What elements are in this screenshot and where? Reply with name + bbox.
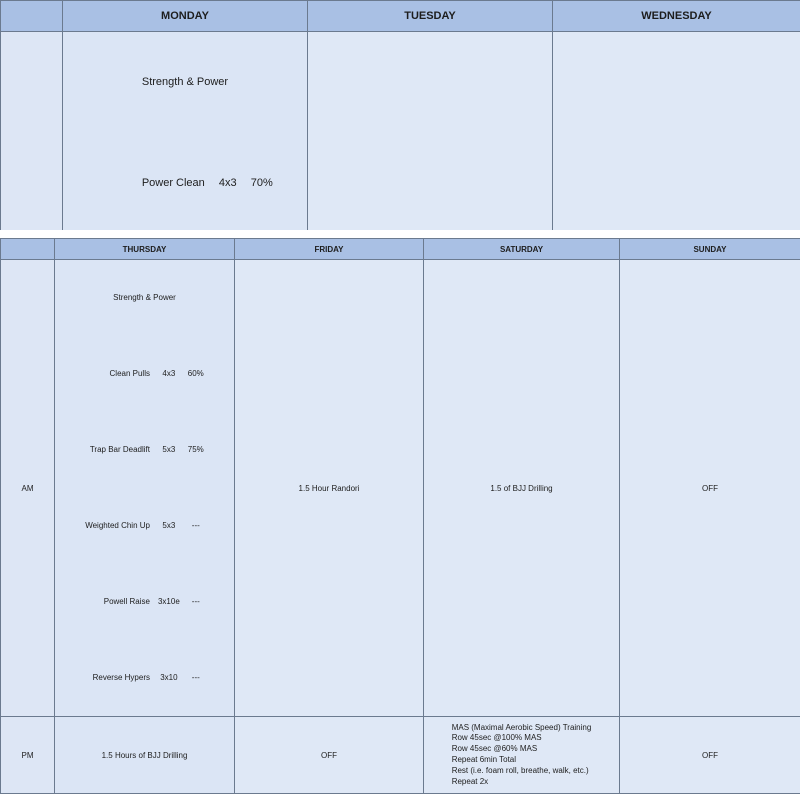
mas-line: Rest (i.e. foam roll, breathe, walk, etc.)	[452, 766, 592, 777]
exercise-sets: 4x3	[154, 336, 184, 412]
day-header-monday: MONDAY	[63, 1, 308, 32]
exercise-row	[81, 564, 208, 640]
mas-line: Repeat 6min Total	[452, 755, 592, 766]
header-row	[1, 1, 800, 32]
day-header-friday: FRIDAY	[235, 239, 424, 260]
schedule-table-week-part-2	[0, 238, 800, 794]
exercise-sets: 5x3	[154, 412, 184, 488]
exercise-percent: ---	[184, 640, 208, 716]
exercise-sets: 4x3	[209, 133, 247, 234]
exercise-sets: 3x10	[154, 640, 184, 716]
exercise-name: Weighted Chin Up	[81, 488, 154, 564]
header-row	[1, 239, 800, 260]
exercise-name: Trap Bar Deadlift	[81, 412, 154, 488]
exercise-name: Powell Raise	[81, 564, 154, 640]
day-header-thursday: THURSDAY	[55, 239, 235, 260]
exercise-row	[81, 488, 208, 564]
day-header-tuesday: TUESDAY	[308, 1, 553, 32]
exercise-row	[93, 133, 277, 234]
am-label: AM	[1, 260, 55, 717]
mas-training-block	[452, 723, 592, 788]
exercise-row	[81, 412, 208, 488]
pm-row	[1, 717, 800, 794]
exercise-sets: 3x10e	[154, 564, 184, 640]
exercise-row	[81, 640, 208, 716]
table-gap	[0, 230, 800, 238]
day-header-saturday: SATURDAY	[424, 239, 620, 260]
mas-line: Row 45sec @60% MAS	[452, 744, 592, 755]
sunday-pm-cell: OFF	[620, 717, 800, 794]
exercise-row	[81, 336, 208, 412]
friday-am-cell: 1.5 Hour Randori	[235, 260, 424, 717]
exercise-name: Power Clean	[93, 133, 209, 234]
saturday-am-cell: 1.5 of BJJ Drilling	[424, 260, 620, 717]
thursday-pm-cell: 1.5 Hours of BJJ Drilling	[55, 717, 235, 794]
exercise-percent: ---	[184, 488, 208, 564]
exercise-percent: 70%	[247, 133, 277, 234]
mas-line: Repeat 2x	[452, 777, 592, 788]
exercise-percent: 75%	[184, 412, 208, 488]
saturday-pm-cell	[424, 717, 620, 794]
sunday-am-cell: OFF	[620, 260, 800, 717]
exercise-percent: ---	[184, 564, 208, 640]
exercise-name: Reverse Hypers	[81, 640, 154, 716]
thursday-am-cell	[55, 260, 235, 717]
exercise-name: Clean Pulls	[81, 336, 154, 412]
am-row	[1, 260, 800, 717]
corner-cell	[1, 1, 63, 32]
exercise-percent: 60%	[184, 336, 208, 412]
mas-title: MAS (Maximal Aerobic Speed) Training	[452, 723, 592, 734]
mas-line: Row 45sec @100% MAS	[452, 733, 592, 744]
day-header-wednesday: WEDNESDAY	[553, 1, 800, 32]
day-header-sunday: SUNDAY	[620, 239, 800, 260]
monday-am-title: Strength & Power	[93, 32, 277, 133]
thursday-exercise-list	[81, 260, 208, 716]
pm-label: PM	[1, 717, 55, 794]
friday-pm-cell: OFF	[235, 717, 424, 794]
exercise-sets: 5x3	[154, 488, 184, 564]
thursday-am-title: Strength & Power	[81, 260, 208, 336]
corner-cell	[1, 239, 55, 260]
